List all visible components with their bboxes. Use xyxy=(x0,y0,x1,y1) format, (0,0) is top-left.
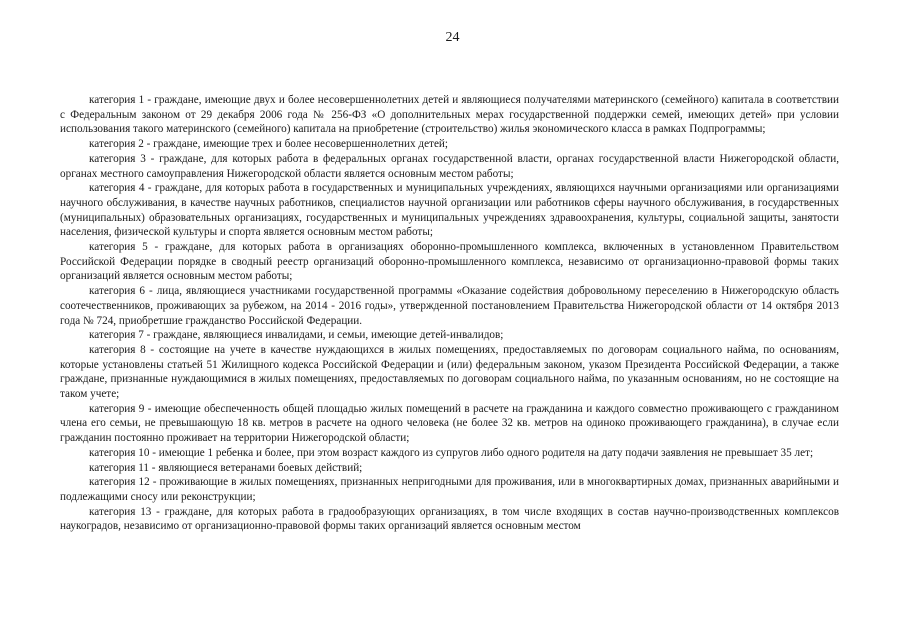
paragraph-category-8: категория 8 - состоящие на учете в качестве нуждающихся в жилых помещениях, предоставляемых по договорам социального найма, по основаниям, которые установлены статьей 51 Жилищного кодекса Российской Федерации и (или) федеральным законом, указом Президента Российской Федерации, а также граждане, признанные нуждающимися в жилых помещениях, предоставляемых по договорам социального найма, по указанным основаниям, но не состоящие на таком учете; xyxy=(60,343,839,401)
paragraph-category-13: категория 13 - граждане, для которых работа в градообразующих организациях, в том числе входящих в состав научно-производственных комплексов наукоградов, независимо от организационно-правовой формы таких организаций является основным местом xyxy=(60,505,839,533)
paragraph-category-2: категория 2 - граждане, имеющие трех и более несовершеннолетних детей; xyxy=(89,138,449,151)
paragraph-category-1: категория 1 - граждане, имеющие двух и более несовершеннолетних детей и являющиеся получателями материнского (семейного) капитала в соответствии с Федеральным законом от 29 декабря 2006 года № 256-ФЗ «О дополнительных мерах государственной поддержки семей, имеющих детей» при условии использования такого материнского (семейного) капитала на приобретение (строительство) жилья экономического класса в рамках Подпрограммы; xyxy=(60,94,839,136)
paragraph-category-5: категория 5 - граждане, для которых работа в организациях оборонно-промышленного комплекса, включенных в установленном Правительством Российской Федерации порядке в сводный реестр организаций оборонно-промышленного комплекса, независимо от организационно-правовой формы таких организаций является основным местом работы; xyxy=(60,241,839,283)
paragraph-category-3: категория 3 - граждане, для которых работа в федеральных органах государственной власти, органах государственной власти Нижегородской области, органах местного самоуправления Нижегородской области является основным местом работы; xyxy=(60,152,839,180)
paragraph-category-7: категория 7 - граждане, являющиеся инвалидами, и семьи, имеющие детей-инвалидов; xyxy=(89,329,504,342)
paragraph-category-11: категория 11 - являющиеся ветеранами боевых действий; xyxy=(89,461,363,474)
document-body xyxy=(60,93,839,534)
paragraph-category-9: категория 9 - имеющие обеспеченность общей площадью жилых помещений в расчете на гражданина и каждого совместно проживающего с гражданином члена его семьи, не превышающую 18 кв. метров в расчете на одного человека (не более 32 кв. метров на одиноко проживающего гражданина), в случае если гражданин постоянно проживает на территории Нижегородской области; xyxy=(60,402,839,445)
paragraph-category-4: категория 4 - граждане, для которых работа в государственных и муниципальных учреждениях, являющихся научными организациями или организациями научного обслуживания, в качестве научных работников, специалистов научной организации или работников сферы научного обслуживания, в государственных (муниципальных) образовательных организациях, государственных и муниципальных учреждениях здравоохранения, культуры, социальной защиты, занятости населения, физической культуры и спорта является основным местом работы; xyxy=(60,182,839,239)
paragraph-category-10: категория 10 - имеющие 1 ребенка и более, при этом возраст каждого из супругов либо одного родителя на дату подачи заявления не превышает 35 лет; xyxy=(89,446,814,459)
paragraph-category-12: категория 12 - проживающие в жилых помещениях, признанных непригодными для проживания, или в многоквартирных домах, признанных аварийными и подлежащими сносу или реконструкции; xyxy=(60,476,839,503)
paragraph-category-6: категория 6 - лица, являющиеся участниками государственной программы «Оказание содействия добровольному переселению в Нижегородскую область соотечественников, проживающих за рубежом, на 2014 - 2016 годы», утвержденной постановлением Правительства Нижегородской области от 14 октября 2013 года № 724, приобретшие гражданство Российской Федерации. xyxy=(60,285,839,327)
page-number: 24 xyxy=(445,30,460,45)
